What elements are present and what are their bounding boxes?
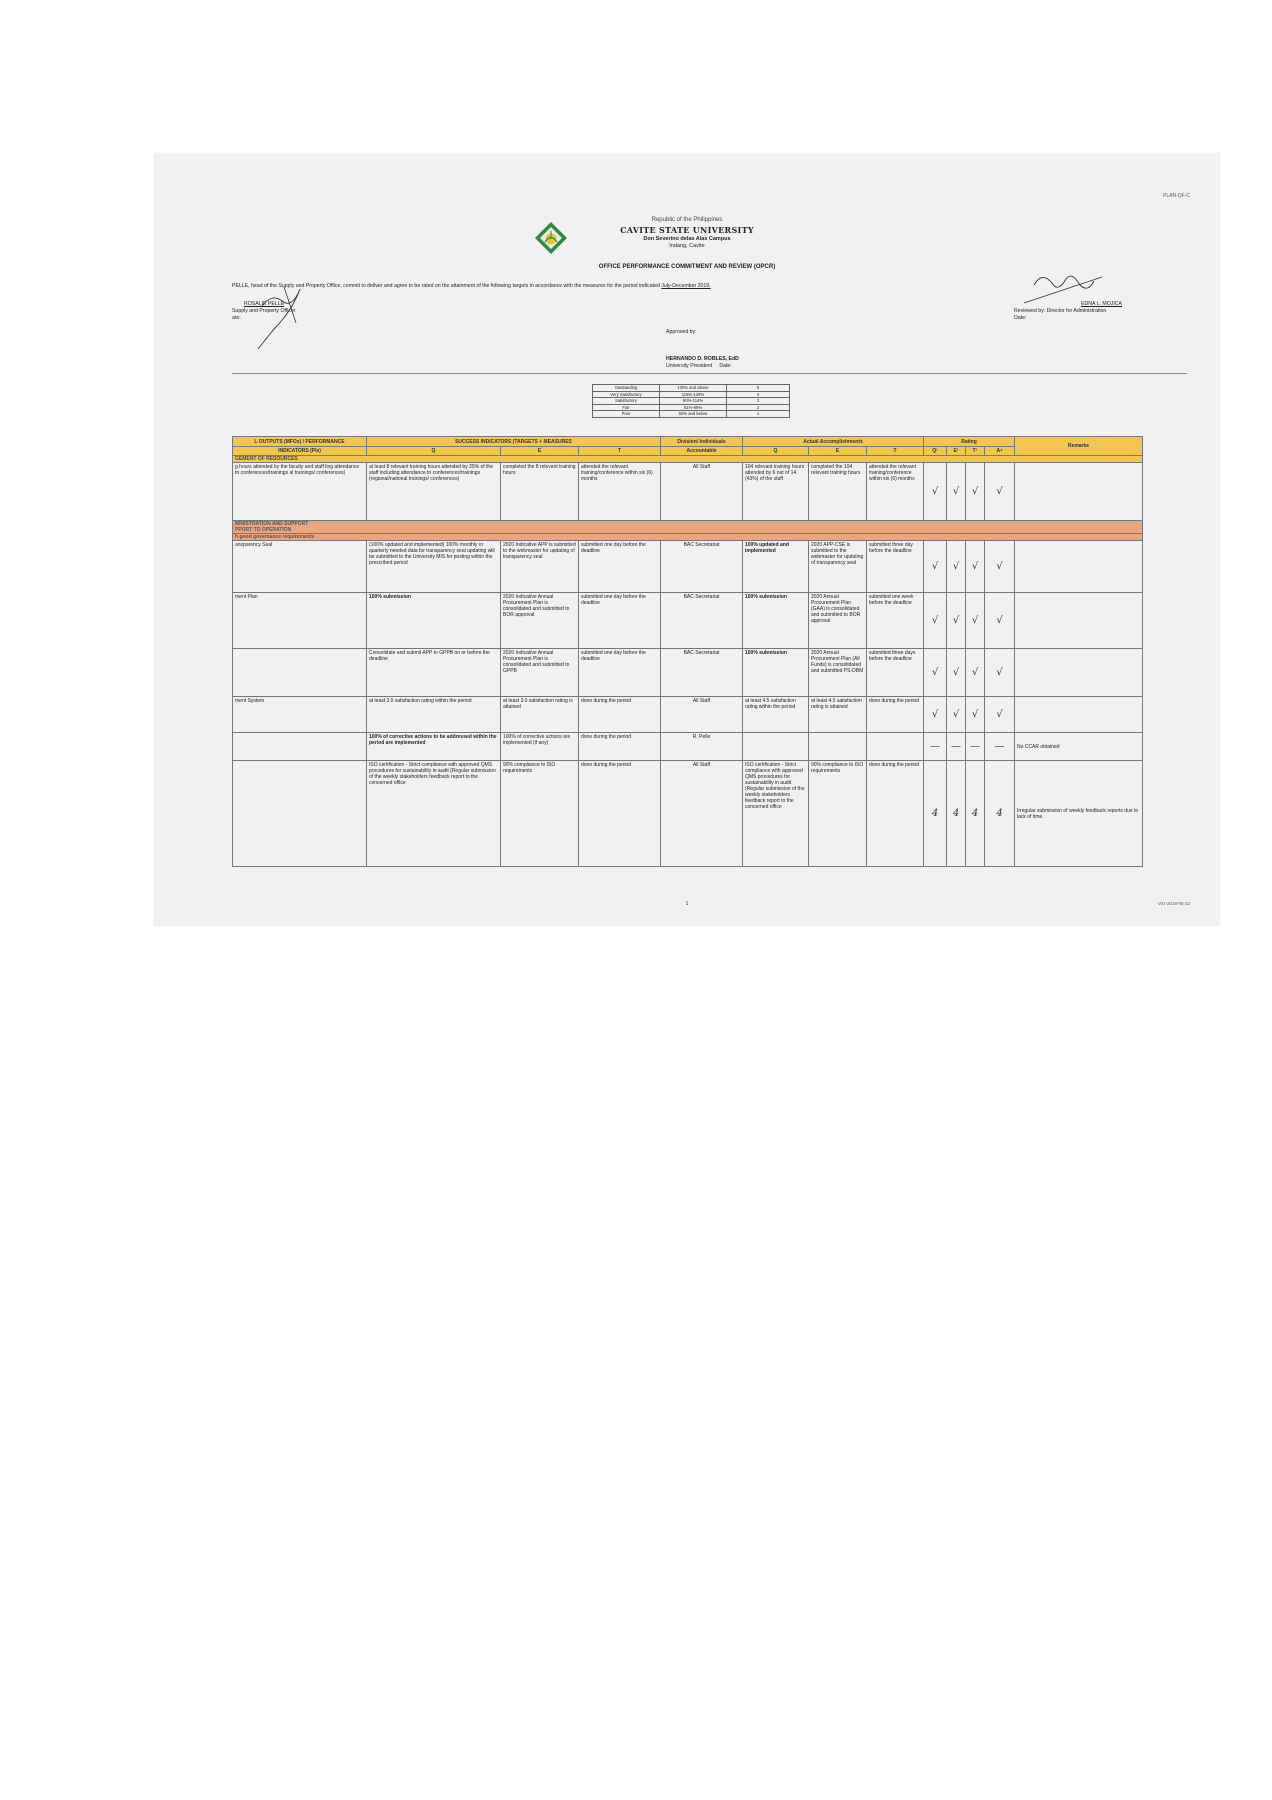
section-title-line: PPORT TO OPERATION: [235, 527, 292, 533]
acc-t-cell: done during the period: [867, 761, 924, 867]
table-row: [233, 593, 1143, 649]
division-cell: All Staff: [661, 761, 743, 867]
president-date-label: Date:: [719, 362, 732, 369]
col-mfo-header: L OUTPUTS (MFOs) / PERFORMANCE: [233, 437, 367, 447]
version-code: v01-2018-05-22: [1158, 901, 1190, 906]
col-remarks-header: Remarks: [1015, 437, 1143, 456]
acc-t-cell: attended the relevant training/conference within six (6) months: [867, 463, 924, 521]
si-q-cell: at least 3.0 satisfaction rating within the period: [367, 697, 501, 733]
col-rating-a: A⁴: [985, 447, 1015, 456]
si-e-cell: 90% compliance to ISO requirements: [501, 761, 579, 867]
rating-scale-row: [593, 398, 790, 405]
mfo-cell: [233, 733, 367, 761]
section-row-admin-support: [233, 521, 1143, 534]
scale-label: Outstanding: [593, 385, 660, 392]
acc-e-cell: 2020 APP-CSE is submitted to the webmaster for updating of transparency seal: [809, 541, 867, 593]
president-name: HERNANDO D. ROBLES, EdD: [666, 356, 739, 362]
scanned-opcr-sheet: [154, 153, 1220, 926]
mfo-cell: ment Plan: [233, 593, 367, 649]
mfo-cell: ment System: [233, 697, 367, 733]
si-t-cell: submitted one day before the deadline: [579, 541, 661, 593]
scale-score: 1: [727, 411, 790, 418]
president-role-line: [666, 363, 739, 370]
ratee-name: ROSALIE PELLE: [244, 301, 285, 307]
col-acc-q: Q: [743, 447, 809, 456]
acc-e-cell: at least 4.5 satisfaction rating is attained: [809, 697, 867, 733]
acc-t-cell: done during the period: [867, 697, 924, 733]
acc-q-cell: [743, 733, 809, 761]
si-e-cell: at least 3.0 satisfaction rating is attained: [501, 697, 579, 733]
col-rating-q: Q¹: [924, 447, 947, 456]
mfo-cell: [233, 649, 367, 697]
section-row-resources: [233, 456, 1143, 463]
table-row: [233, 463, 1143, 521]
si-q-cell: 100% submission: [367, 593, 501, 649]
table-row: [233, 697, 1143, 733]
rating-q-mark: √: [924, 697, 947, 733]
col-si-e: E: [501, 447, 579, 456]
scale-range: 115%-129%: [660, 391, 727, 398]
section-title: GEMENT OF RESOURCES: [233, 456, 1143, 463]
remarks-cell: Irregular submission of weekly feedback reports due to lack of time.: [1015, 761, 1143, 867]
scale-range: 130% and above: [660, 385, 727, 392]
division-cell: All Staff: [661, 697, 743, 733]
remarks-cell: [1015, 697, 1143, 733]
col-actual-header: Actual Accomplishments: [743, 437, 924, 447]
scale-range: 50% and below: [660, 411, 727, 418]
si-q-cell: at least 8 relevant training hours attended by 25% of the staff including attendance to conferences/trainings (regional/national trainings/ conferences): [367, 463, 501, 521]
rating-scale-row: [593, 385, 790, 392]
acc-q-cell: 100% submission: [743, 649, 809, 697]
si-e-cell: 2020 Indicative Annual Procurement Plan is consolidated and submitted to GPPB: [501, 649, 579, 697]
col-rating-e: E²: [947, 447, 966, 456]
acc-q-cell: at least 4.5 satisfaction rating within the period: [743, 697, 809, 733]
remarks-cell: [1015, 649, 1143, 697]
acc-t-cell: submitted three days before the deadline: [867, 649, 924, 697]
campus-name: Don Severino delas Alas Campus: [643, 236, 731, 242]
acc-e-cell: 2020 Annual Procurement Plan (All Funds) is consolidated and submitted PS-DBM: [809, 649, 867, 697]
president-role: University President: [666, 362, 713, 369]
scale-score: 3: [727, 398, 790, 405]
division-cell: BAC Secretariat: [661, 541, 743, 593]
commitment-text: PELLE, head of the Supply and Property Office, commit to deliver and agree to be rated on the attainment of the following targets in accordance with the measures for the period indicated: [232, 283, 660, 289]
scale-range: 51%-89%: [660, 404, 727, 411]
rating-q-mark: √: [924, 593, 947, 649]
acc-e-cell: [809, 733, 867, 761]
acc-t-cell: [867, 733, 924, 761]
si-q-cell: ISO certification - Strict compliance with approved QMS procedures for sustainability in audit (Regular submission of the weekly stakeholders feedback report to the concerned office: [367, 761, 501, 867]
opcr-table: [232, 436, 1143, 867]
table-row: [233, 541, 1143, 593]
mfo-cell: ansparency Seal: [233, 541, 367, 593]
form-title: OFFICE PERFORMANCE COMMITMENT AND REVIEW (OPCR): [598, 264, 776, 270]
division-cell: BAC Secretariat: [661, 593, 743, 649]
rating-q-mark: 4: [924, 761, 947, 867]
acc-q-cell: ISO certification - Strict compliance with approved QMS procedures for sustainability in audit (Regular submission of the weekly stakeholders feedback report to the concerned office: [743, 761, 809, 867]
scale-label: Very Satisfactory: [593, 391, 660, 398]
acc-e-cell: 2020 Annual Procurement Plan (GAA) is consolidated and submitted to BOR approval: [809, 593, 867, 649]
table-row: [233, 733, 1143, 761]
rating-scale-row: [593, 391, 790, 398]
rating-q-mark: √: [924, 649, 947, 697]
rating-scale-row: [593, 411, 790, 418]
divider: [232, 373, 1187, 374]
rating-e-mark: √: [947, 463, 966, 521]
table-row: [233, 649, 1143, 697]
rating-q-mark: —: [924, 733, 947, 761]
rating-a-mark: √: [985, 541, 1015, 593]
acc-e-cell: completed the 104 relevant training hours: [809, 463, 867, 521]
rating-a-mark: 4: [985, 761, 1015, 867]
rating-a-mark: √: [985, 649, 1015, 697]
division-cell: BAC Secretariat: [661, 649, 743, 697]
col-rating-header: Rating: [924, 437, 1015, 447]
rating-e-mark: 4: [947, 761, 966, 867]
col-acc-t: T: [867, 447, 924, 456]
page-number: 1: [685, 901, 689, 907]
remarks-cell: [1015, 541, 1143, 593]
si-q-cell: Consolidate and submit APP to GPPB on or before the deadline: [367, 649, 501, 697]
scale-score: 4: [727, 391, 790, 398]
acc-e-cell: 90% compliance to ISO requirements: [809, 761, 867, 867]
si-q-cell: 100% of corrective actions to be addressed within the period are implemented: [367, 733, 501, 761]
col-acc-e: E: [809, 447, 867, 456]
table-header-row: [233, 437, 1143, 447]
reviewer-role: Reviewed by: Director for Administration: [1014, 308, 1107, 314]
ratee-date-label: ate:: [232, 315, 241, 321]
rating-e-mark: √: [947, 649, 966, 697]
col-si-q: Q: [367, 447, 501, 456]
acc-q-cell: 100% submission: [743, 593, 809, 649]
division-cell: R. Pelle: [661, 733, 743, 761]
section-title: h good governance requirements: [233, 534, 1143, 541]
rating-a-mark: —: [985, 733, 1015, 761]
rating-scale-row: [593, 404, 790, 411]
section-title: [233, 521, 1143, 534]
si-t-cell: done during the period: [579, 761, 661, 867]
rating-t-mark: √: [966, 697, 985, 733]
rating-scale-table: [592, 384, 790, 418]
col-division-header: Division/ Individuals: [661, 437, 743, 447]
si-e-cell: 2020 Indicative Annual Procurement Plan is consolidated and submitted to BOR approval: [501, 593, 579, 649]
mfo-cell: [233, 761, 367, 867]
remarks-cell: [1015, 593, 1143, 649]
scale-label: Poor: [593, 411, 660, 418]
campus-location: Indang, Cavite: [669, 243, 705, 249]
col-mfo-header-2: INDICATORS (PIs): [233, 447, 367, 456]
scale-range: 90%-114%: [660, 398, 727, 405]
si-e-cell: completed the 8 relevant training hours: [501, 463, 579, 521]
scale-label: Fair: [593, 404, 660, 411]
scale-score: 5: [727, 385, 790, 392]
acc-t-cell: submitted one week before the deadline: [867, 593, 924, 649]
rating-t-mark: √: [966, 463, 985, 521]
commitment-statement: [232, 283, 711, 289]
reviewer-date-label: Date:: [1014, 315, 1027, 321]
si-t-cell: attended the relevant training/conference within six (6) months: [579, 463, 661, 521]
reviewer-signature-stroke-2: [1024, 277, 1102, 303]
rating-t-mark: 4: [966, 761, 985, 867]
table-subheader-row: [233, 447, 1143, 456]
rating-a-mark: √: [985, 697, 1015, 733]
si-t-cell: submitted one day before the deadline: [579, 649, 661, 697]
si-t-cell: done during the period: [579, 697, 661, 733]
rating-a-mark: √: [985, 463, 1015, 521]
rating-e-mark: √: [947, 541, 966, 593]
table-row: [233, 761, 1143, 867]
si-t-cell: done during the period: [579, 733, 661, 761]
remarks-cell: [1015, 463, 1143, 521]
rating-t-mark: √: [966, 593, 985, 649]
col-si-t: T: [579, 447, 661, 456]
rating-a-mark: √: [985, 593, 1015, 649]
form-code: PLAN-QF-C: [1163, 193, 1190, 199]
reviewer-signature-stroke: [1034, 276, 1094, 288]
si-e-cell: 100% of corrective actions are implemented (if any): [501, 733, 579, 761]
university-name: CAVITE STATE UNIVERSITY: [620, 225, 754, 235]
remarks-cell: No CCAR obtained: [1015, 733, 1143, 761]
rating-q-mark: √: [924, 541, 947, 593]
rating-e-mark: —: [947, 733, 966, 761]
rating-t-mark: √: [966, 649, 985, 697]
republic-label: Republic of the Philippines: [651, 217, 723, 223]
si-e-cell: 2020 Indicative APP is submitted to the webmaster for updating of transparency seal: [501, 541, 579, 593]
section-row-governance: [233, 534, 1143, 541]
division-cell: All Staff: [661, 463, 743, 521]
ratee-signatory: [232, 301, 296, 322]
rating-e-mark: √: [947, 697, 966, 733]
scale-score: 2: [727, 404, 790, 411]
ratee-position: Supply and Property Officer: [232, 308, 296, 314]
section-title-line: MINISTRATION AND SUPPORT: [235, 521, 309, 527]
rating-q-mark: √: [924, 463, 947, 521]
si-t-cell: submitted one day before the deadline: [579, 593, 661, 649]
president-signatory: [666, 356, 739, 369]
acc-q-cell: 104 relevant training hours attended by 6 out of 14 (43%) of the staff: [743, 463, 809, 521]
acc-t-cell: submitted three day before the deadline: [867, 541, 924, 593]
rating-t-mark: —: [966, 733, 985, 761]
col-division-header-2: Accountable: [661, 447, 743, 456]
scale-label: Satisfactory: [593, 398, 660, 405]
si-q-cell: (100% updated and implemented) 100% monthly or quarterly needed data for transparency seal updating will be submitted to the University MIS for posting within the prescribed period: [367, 541, 501, 593]
mfo-cell: g hours attended by the faculty and staff ling attendance to conferences/trainings al trainings/ conferences): [233, 463, 367, 521]
acc-q-cell: 100% updated and implemented: [743, 541, 809, 593]
reviewer-signatory: [1014, 301, 1122, 322]
rating-t-mark: √: [966, 541, 985, 593]
col-success-header: SUCCESS INDICATORS (TARGETS + MEASURES: [367, 437, 661, 447]
reviewer-name: EDNA L. MOJICA: [1081, 301, 1122, 307]
approved-by-label: Approved by:: [666, 329, 697, 335]
rating-e-mark: √: [947, 593, 966, 649]
commitment-period: July-December 2019.: [661, 283, 711, 289]
col-rating-t: T³: [966, 447, 985, 456]
